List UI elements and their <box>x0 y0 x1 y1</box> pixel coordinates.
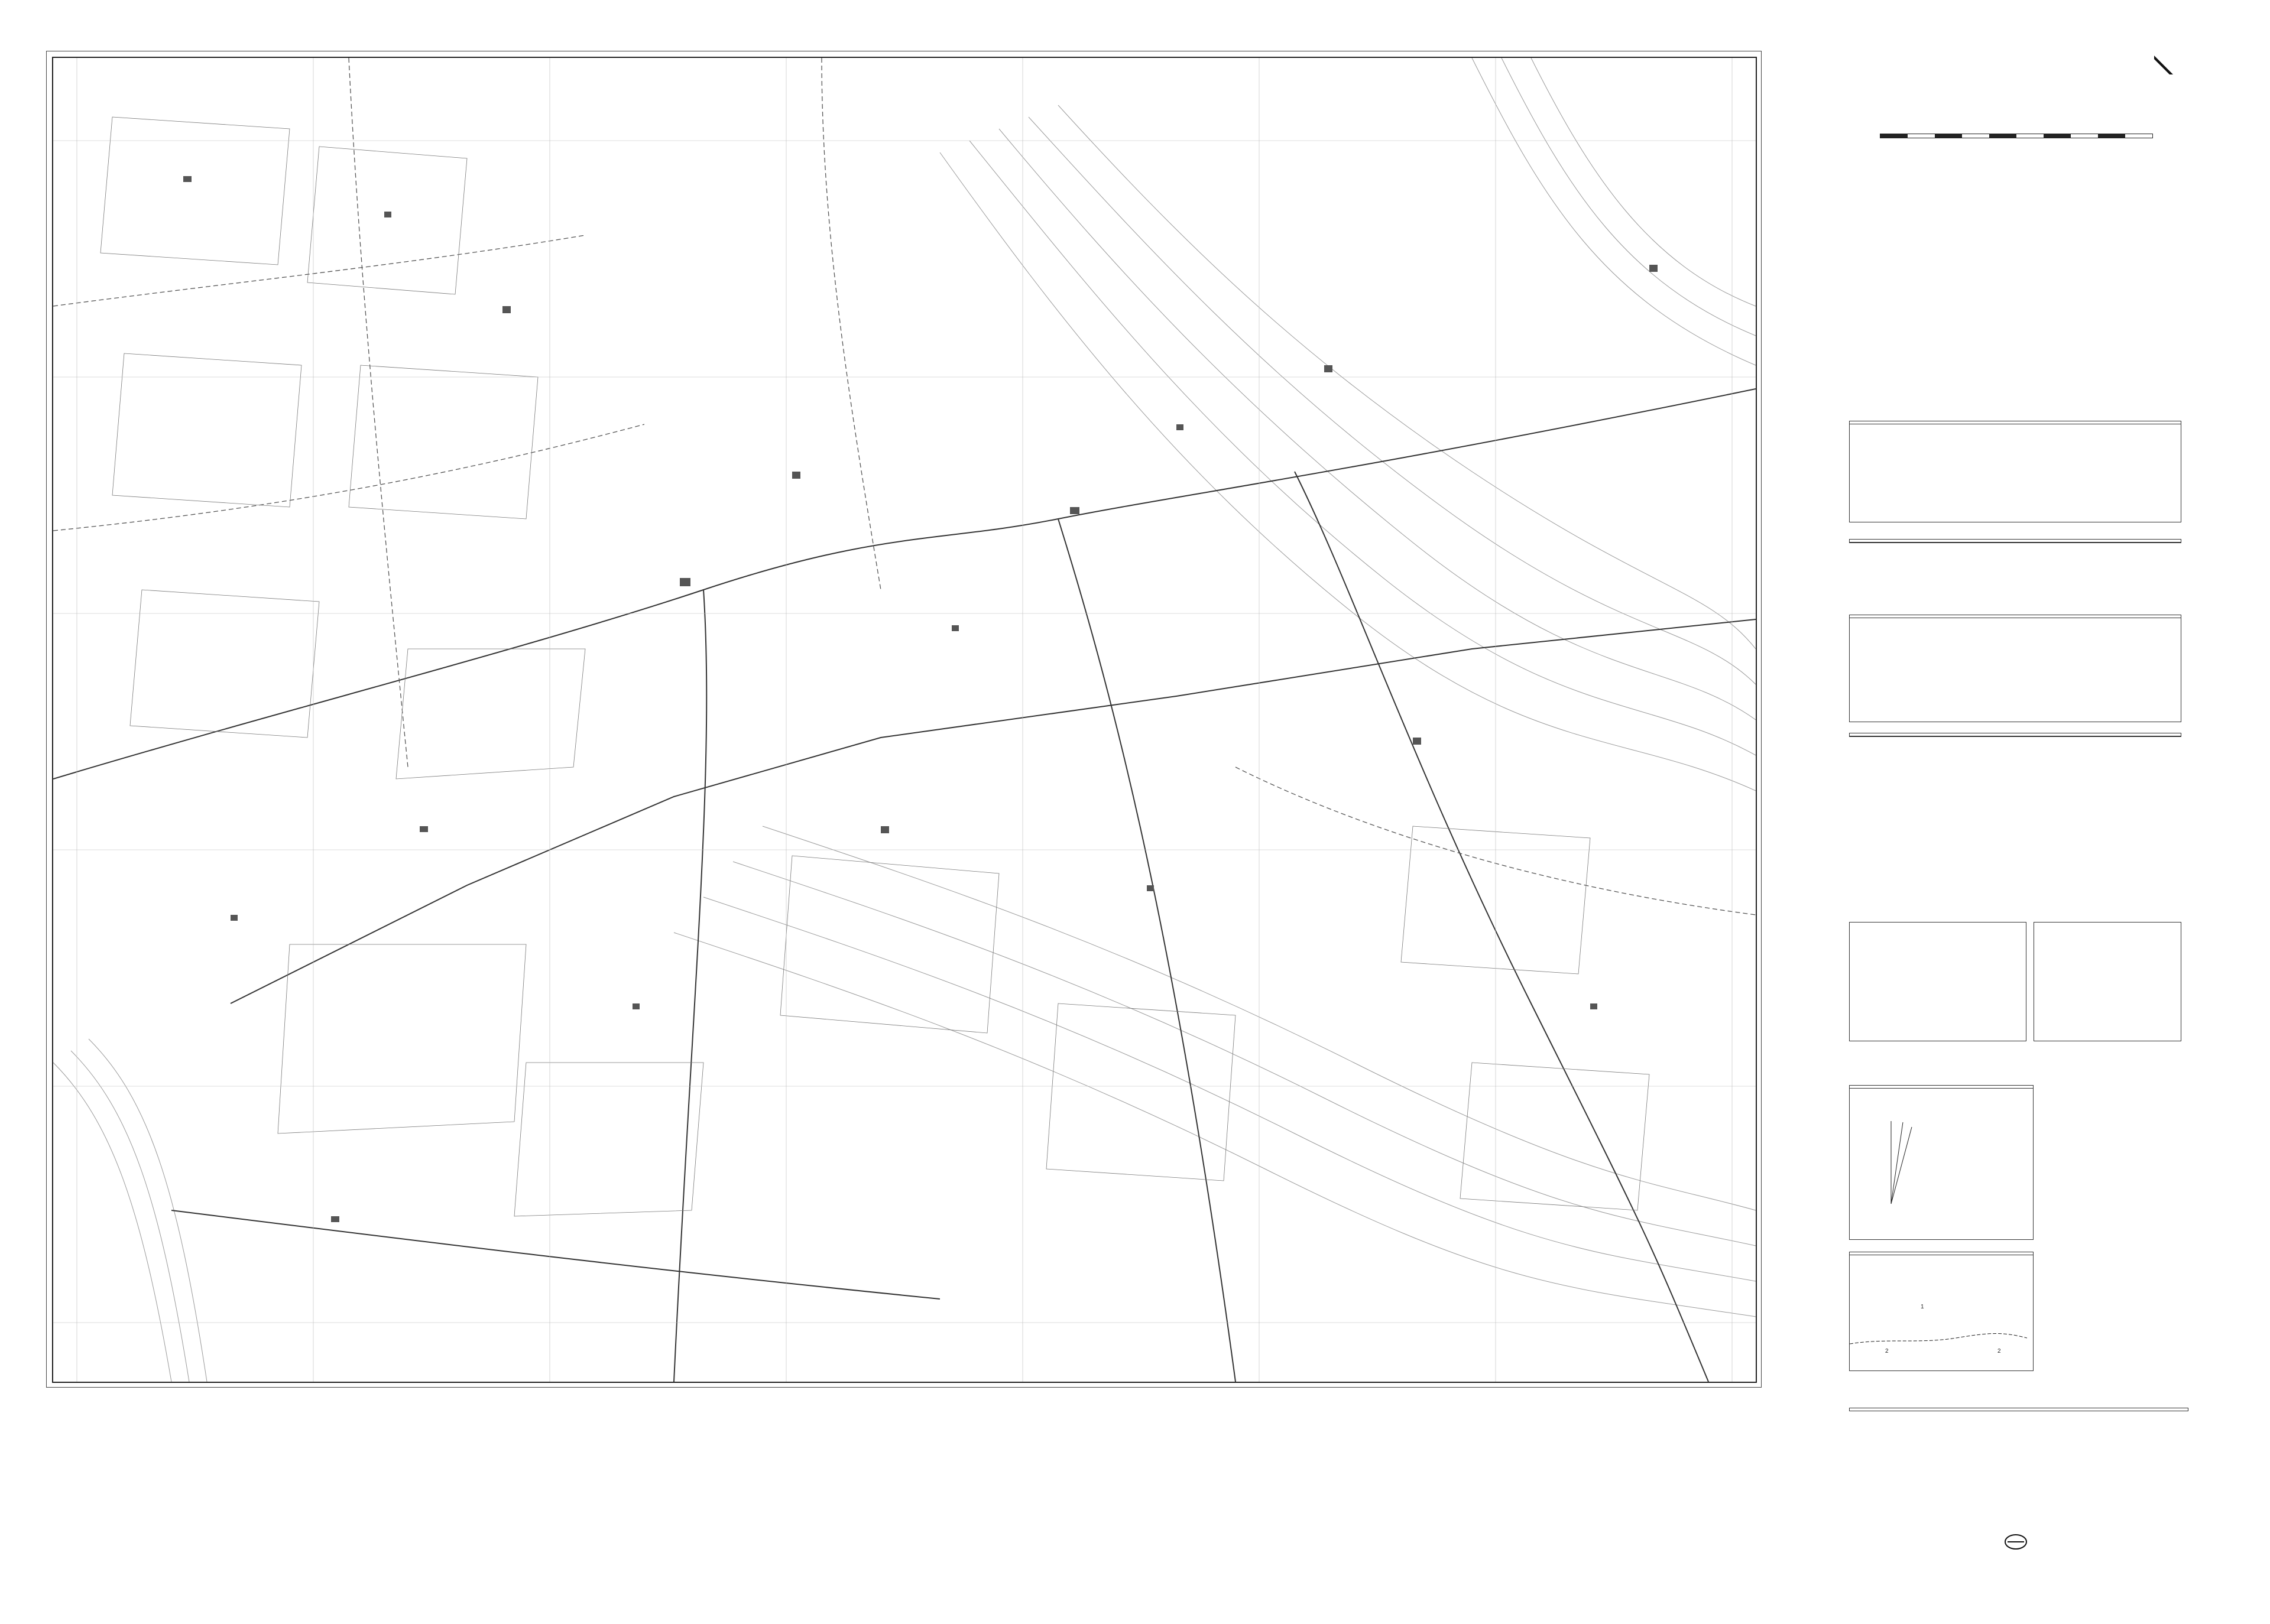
buildings <box>183 176 1658 1222</box>
vertici-title <box>1850 615 2181 618</box>
costanti-title <box>1850 540 2181 543</box>
title-block <box>1850 89 2181 148</box>
ditta-logo-icon <box>2004 1533 2028 1551</box>
coordinate-box <box>1849 733 2181 737</box>
declinazione-title <box>1850 1086 2033 1089</box>
contour-lines <box>53 58 1756 1382</box>
situazione-10k-grid <box>2034 922 2181 1041</box>
svg-text:2: 2 <box>1885 1348 1889 1355</box>
svg-text:2: 2 <box>1997 1348 2001 1355</box>
situazione-50k <box>1849 922 2026 1041</box>
limiti-labels <box>2039 1252 2181 1269</box>
dati-informativi-box <box>1849 421 2181 522</box>
svg-text:1: 1 <box>1921 1304 1924 1310</box>
north-arrows-icon <box>1856 1115 1927 1210</box>
scale-bar <box>1880 130 2152 148</box>
ditta-esecutrice <box>2004 1531 2181 1551</box>
fonti-box <box>2039 1087 2181 1093</box>
limiti-box <box>1849 1252 2034 1371</box>
declinazione-box <box>1849 1085 2034 1240</box>
region-logo <box>2152 53 2175 77</box>
roads <box>53 389 1756 1382</box>
situazione-10k <box>2034 922 2181 1041</box>
situazione-50k-grid <box>1849 922 2026 1041</box>
topographic-map <box>53 58 1756 1382</box>
attendibilita <box>1849 1408 2188 1411</box>
coordinate-title <box>1850 733 2181 736</box>
field-boundaries <box>100 117 1649 1216</box>
limiti-map <box>1850 1255 2027 1356</box>
tracks <box>53 58 1756 915</box>
map-canvas[interactable] <box>52 57 1757 1383</box>
region-logo-icon <box>2152 53 2175 77</box>
vertici-box <box>1849 615 2181 722</box>
utm-grid <box>53 58 1756 1382</box>
costanti-box <box>1849 539 2181 543</box>
dati-informativi-lines <box>1850 424 2181 431</box>
